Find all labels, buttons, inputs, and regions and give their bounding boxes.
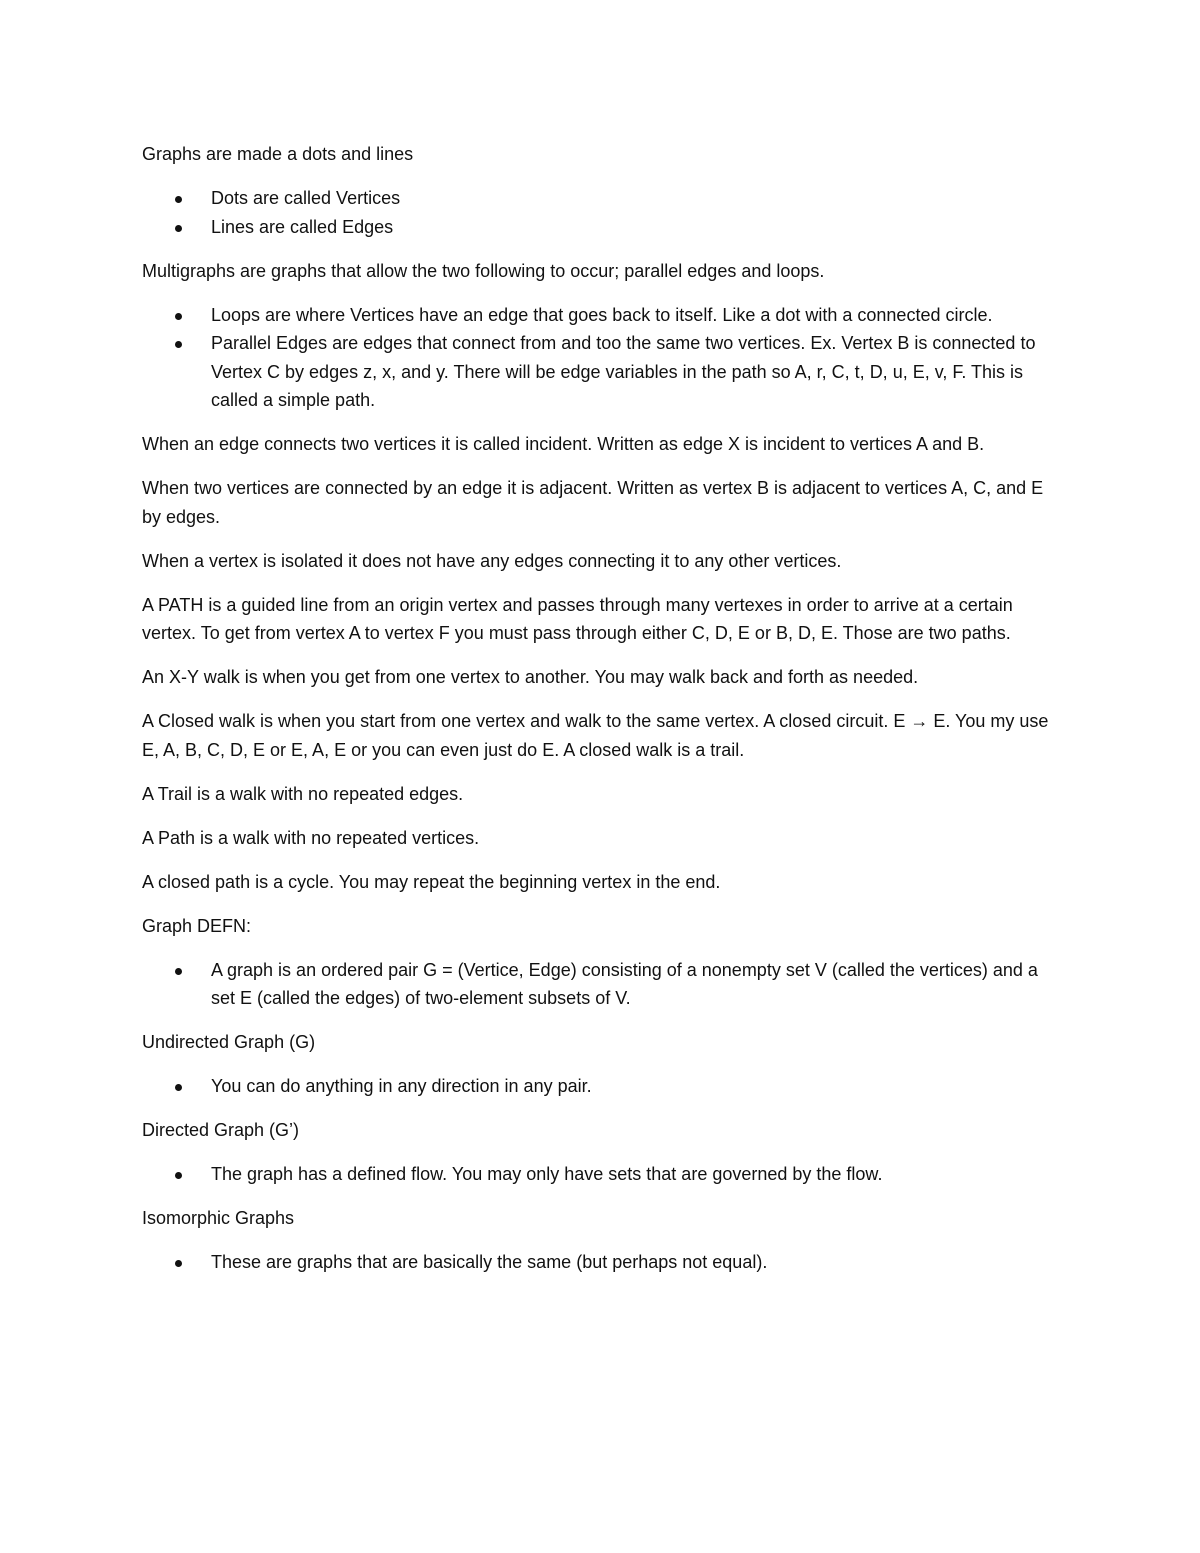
bullet-list xyxy=(142,1160,1062,1189)
bullet-icon xyxy=(175,196,182,203)
list-item-text: Dots are called Vertices xyxy=(211,188,401,208)
paragraph: A PATH is a guided line from an origin vertex and passes through many vertexes in order to arrive at a certain vertex. To get from vertex A to vertex F you must pass through either C, D, E or B, D, E. Those are two paths. xyxy=(142,594,1013,643)
paragraph: When an edge connects two vertices it is called incident. Written as edge X is incident to vertices A and B. xyxy=(142,434,985,454)
list-item-text: Loops are where Vertices have an edge that goes back to itself. Like a dot with a connected circle. xyxy=(211,304,993,325)
section-heading: Undirected Graph (G) xyxy=(142,1032,316,1052)
bullet-icon xyxy=(175,1084,182,1091)
list-item-text: You can do anything in any direction in any pair. xyxy=(211,1076,592,1096)
section-heading: Directed Graph (G’) xyxy=(142,1120,300,1140)
bullet-icon xyxy=(175,341,182,348)
paragraph: Graphs are made a dots and lines xyxy=(142,144,414,164)
list-item xyxy=(142,213,1062,242)
bullet-icon xyxy=(175,313,182,320)
paragraph: A closed path is a cycle. You may repeat the beginning vertex in the end. xyxy=(142,871,721,892)
list-item xyxy=(142,1160,1062,1189)
bullet-icon xyxy=(175,968,182,975)
document-body xyxy=(142,140,1062,1292)
section-heading: Graph DEFN: xyxy=(142,915,252,936)
bullet-list xyxy=(142,301,1062,415)
paragraph: A Closed walk is when you start from one vertex and walk to the same vertex. A closed circuit. E → E. You my use E, A, B, C, D, E or E, A, E or you can even just do E. A closed walk is a trail. xyxy=(142,711,1049,760)
list-item xyxy=(142,956,1062,1013)
paragraph: Multigraphs are graphs that allow the two following to occur; parallel edges and loops. xyxy=(142,260,825,281)
list-item xyxy=(142,1072,1062,1101)
list-item xyxy=(142,301,1062,330)
bullet-icon xyxy=(175,225,182,232)
paragraph: When two vertices are connected by an edge it is adjacent. Written as vertex B is adjacent to vertices A, C, and E by edges. xyxy=(142,478,1044,527)
list-item-text: These are graphs that are basically the same (but perhaps not equal). xyxy=(211,1252,768,1272)
list-item-text: A graph is an ordered pair G = (Vertice, Edge) consisting of a nonempty set V (called the vertices) and a set E (called the edges) of two-element subsets of V. xyxy=(211,959,1038,1008)
section-heading: Isomorphic Graphs xyxy=(142,1208,295,1228)
bullet-list xyxy=(142,1072,1062,1101)
paragraph: A Path is a walk with no repeated vertices. xyxy=(142,827,480,848)
bullet-list xyxy=(142,1248,1062,1277)
bullet-list xyxy=(142,956,1062,1013)
paragraph: An X-Y walk is when you get from one vertex to another. You may walk back and forth as needed. xyxy=(142,667,919,687)
list-item-text: Lines are called Edges xyxy=(211,216,394,237)
bullet-icon xyxy=(175,1260,182,1267)
paragraph: When a vertex is isolated it does not have any edges connecting it to any other vertices. xyxy=(142,550,842,571)
list-item xyxy=(142,329,1062,415)
list-item xyxy=(142,1248,1062,1277)
bullet-icon xyxy=(175,1172,182,1179)
list-item xyxy=(142,184,1062,213)
list-item-text: Parallel Edges are edges that connect from and too the same two vertices. Ex. Vertex B is connected to Vertex C by edges z, x, and y. There will be edge variables in the path so A, r, C, t, D, u, E, v, F. This is called a simple path. xyxy=(211,333,1036,410)
list-item-text: The graph has a defined flow. You may only have sets that are governed by the flow. xyxy=(211,1164,883,1184)
paragraph: A Trail is a walk with no repeated edges. xyxy=(142,783,464,804)
bullet-list xyxy=(142,184,1062,241)
